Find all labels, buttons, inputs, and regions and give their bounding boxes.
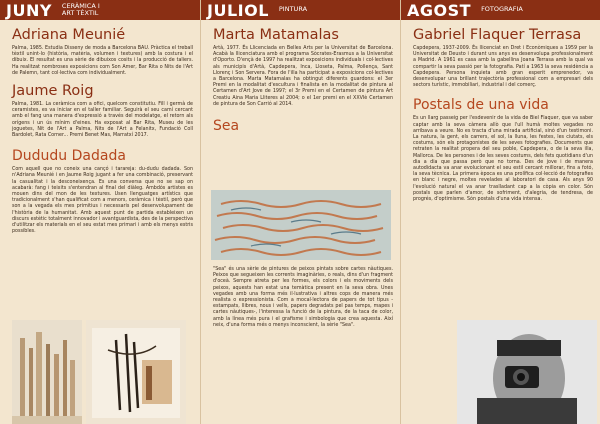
month-band bbox=[0, 0, 200, 20]
month-title: JULIOL bbox=[207, 0, 269, 20]
category-label bbox=[62, 3, 100, 18]
sea-painting-image bbox=[211, 190, 391, 260]
column-juny bbox=[0, 0, 200, 424]
section-title: Dududu Dadada bbox=[12, 148, 126, 165]
photographer-portrait-image bbox=[457, 320, 597, 424]
section-paragraph: Palma, 1985. Estudia Disseny de moda a Barcelona BAU. Pràctica el treball tèxtil unint-lo (història, matèria, volumen i textures) amb la costura i el dibuix. El resultat es una sèrie de dibuixos cosits i la producció de taliers. Ha realitzat nombroses exposicions com Son Amer, Bar Rita o Nits de l'Art de Palemn, tant col·lectiva com individualment. bbox=[12, 46, 193, 76]
section-title: Gabriel Flaquer Terrasa bbox=[413, 27, 582, 43]
section-title: Adriana Meunié bbox=[12, 27, 126, 43]
section-title: Postals de una vida bbox=[413, 97, 549, 114]
month-title: AGOST bbox=[407, 0, 472, 20]
section-paragraph: Artà, 1977. És Llicenciada en Belles Arts per la Universitat de Barcelona. Acabà la llicenciatura amb el programa Sòcrates-Erasmus a la Universitat d'Oporto. D'ençà de 1997 ha realitzat exposicions individuals i col·lectives als municipis d'Artà, Capdepera, Inca, Lloseta, Palma, Pollença, Sant Llorenç i Son Servera. Fora de l'illa ha participat a exposicions col·lectives a Barcelona. Marta Matamalas ha obtingut diferents guardons: el 3er Premi en la modalitat d'escultura i finalista en la modalitat de pintura al Certamen d'Art Jove de 1997; el 3r Premi en el Certamen de pintura Art Creatiu Aina Maria Lliteres al 2004; o el 1er premi en el XXVIè Certamen de pintura de Son Carrió al 2014. bbox=[213, 46, 393, 107]
section-paragraph: Palma, 1981. La ceràmica com a ofici, quelcom constitutiu. Fill i germà de ceramistes, es va iniciar en el taller familiar. Seguirà el seu camí cercant amb el fang una manera d'expressió a través del modelatge, el retorn als orígens i un ús mínim d'eines. Ha exposat al Bar Rita, Museu de les joguetes, Nit de l'Art a Palma, Nits de l'Art a Felanitx, Fundació Coll Bardolet, Rata Corner... Premi Benet Mas, Marratxí 2017. bbox=[12, 102, 193, 139]
section-title: Marta Matamalas bbox=[213, 27, 339, 43]
column-agost bbox=[400, 0, 600, 424]
section-paragraph: Capdepera, 1937-2009. És llicenciat en Dret i Econòmiques a 1959 per la Universitat de Deusto i durant uns anys es desenvolupa professionalment a Madrid. A 1961 es casa amb la gabellina Joana Terrasa amb la qual va compartir la seva passió per la fotografia. Patí a 1963 la seva residència a Capdepera. Persona inquieta amb gran esperit emprenedor, va desenvolupar una brillant trajectòria professional com a empresari dels sectors turístic, immobiliari, industrial i del comerç. bbox=[413, 46, 593, 89]
column-juliol bbox=[200, 0, 400, 424]
month-title: JUNY bbox=[6, 0, 52, 20]
section-title: Sea bbox=[213, 118, 240, 135]
category-label: PINTURA bbox=[278, 5, 308, 14]
section-paragraph: "Sea" és una sèrie de pintures de peixos pintats sobre cartes nàutiques. Peixos que segueixen les corrents imaginàries, o reals, dins d'un fragment d'oceà. Sempre atreta per les formes, els colors i els moviments dels peixos, aquests han estat una temàtica present en la seva obra. Unes vegades amb una forma més il·lustrativa i altres cops de manera més realista o expressionista. Com a mocal·lectora de papers de tot tipus -estampats, llibres, nous i vells, papers degradats pel pas temps, mapes i cartes nàutiques-, l'interessa la funció de la pintura, de la taca de color, amb la línea més pura i el grafisme i simbologia que crea aquesta. Així neix, d'una forma més o menys inconscient, la sèrie "Sea". bbox=[213, 267, 393, 328]
section-title: Jaume Roig bbox=[12, 83, 94, 100]
category-line-2: ART TÈXTIL bbox=[61, 9, 99, 17]
category-line-1: CERÀMICA I bbox=[61, 1, 100, 10]
section-paragraph: Com aquell que no coneix una cançó i tarareja: du-dudu dadada. Son n'Adriana Meunié i en Jaume Roig jugant a fer una combinació, preservant la casualitat i la desconeixença. Es una conversa que no se sap on acabarà: fang i teixits s'entendran al final del diàleg. Ambdós artistes es mouen dins del mon de les textures. Usen llenguatges artístics que tradicionalment s'han qualificat com a menors, ceràmica i tèxtil, però que son a la vegada els mes primitius i necessaris pel desenvolupament de l'història de la humanitat. Amb aquest punt de partida estableixen un discurs estètic totalment innovador i avantguardista, des de la perspectiva d'utilitzar els materials en el seu estat mes primari i amb els menys estris possibles. bbox=[12, 167, 193, 235]
ceramic-sculptures-image bbox=[12, 320, 82, 424]
month-band bbox=[401, 0, 600, 20]
section-paragraph: Es un llarg passeig per l'esdevenir de la vida de Biel Flaquer, que va saber captar amb la seva càmera allò que l'ull humà moltes vegades no arribava a veure. No es tracta d'una mirada artificial, sinó d'un testimoni. La natura, la gent, els carrers, el sol, la lluna, les festes, les ciutats, els costums, són els protagonistes de les seves fotografies. Documents que retraten la realitat propera del seu poble, Capdepera, o de la seva illa, Mallorca. De les persones i de les seves costums, dels fets quotidians d'un dia a dia que passa però que no torna. Des de jove i de manera autodidacta va anar evolucionant el seu estil cercant millorar, fins a fotó, la seva tècnica. La primera època es una prolífica col·lecció de fotografies en blanc i negre, moltes revelades al laboratori de casa. Als anys 90 l'evolució natural el va anar traslladant cap a la còpia en color. Són postals que parlen d'amor, de sofriment, d'alegria, de tendresa, de progrés, d'optimisme. Són postals d'una vida intensa. bbox=[413, 116, 593, 203]
category-label: FOTOGRAFIA bbox=[481, 5, 523, 14]
textile-drawing-image bbox=[86, 320, 186, 424]
month-band bbox=[201, 0, 400, 20]
